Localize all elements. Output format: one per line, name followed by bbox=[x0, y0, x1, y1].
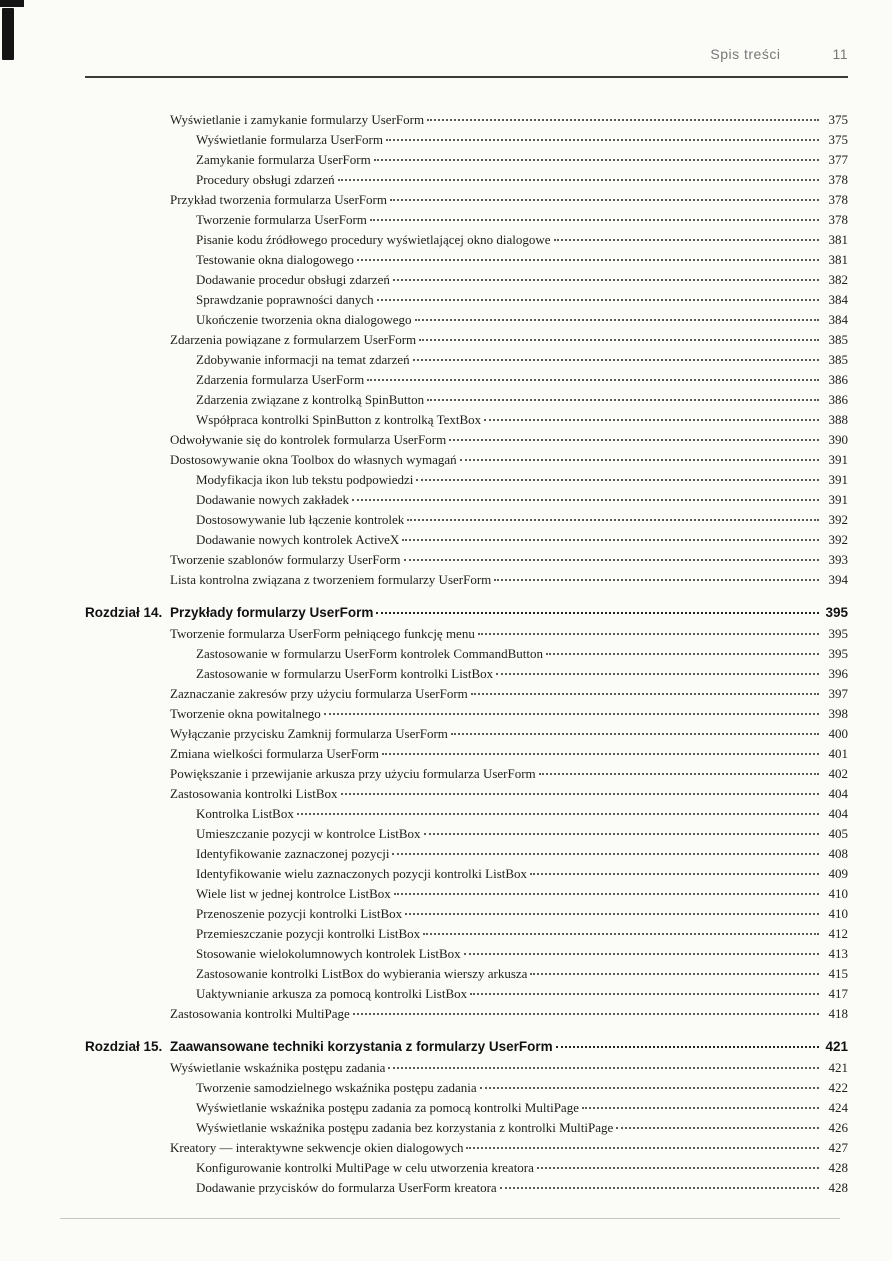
toc-page-number: 421 bbox=[825, 1039, 848, 1054]
dot-leader bbox=[451, 733, 819, 735]
dot-leader bbox=[556, 1046, 819, 1048]
dot-leader bbox=[582, 1107, 819, 1109]
dot-leader bbox=[376, 612, 819, 614]
toc-title: Zdobywanie informacji na temat zdarzeń bbox=[196, 352, 410, 367]
dot-leader bbox=[554, 239, 819, 241]
toc-page-number: 426 bbox=[828, 1120, 848, 1135]
toc-title: Dodawanie procedur obsługi zdarzeń bbox=[196, 272, 390, 287]
scan-artifact-left bbox=[2, 8, 14, 60]
toc-page-number: 384 bbox=[828, 312, 848, 327]
dot-leader bbox=[480, 1087, 819, 1089]
dot-leader bbox=[388, 1067, 819, 1069]
toc-entry-row bbox=[170, 230, 848, 250]
toc-entry-row bbox=[170, 450, 848, 470]
toc-entry-row bbox=[170, 644, 848, 664]
toc-page-number: 384 bbox=[828, 292, 848, 307]
toc-title: Dostosowywanie lub łączenie kontrolek bbox=[196, 512, 405, 527]
toc-page-number: 378 bbox=[828, 172, 848, 187]
toc-page-number: 400 bbox=[828, 726, 848, 741]
toc-page-number: 428 bbox=[828, 1180, 848, 1195]
dot-leader bbox=[386, 139, 819, 141]
toc-entry-row bbox=[170, 764, 848, 784]
dot-leader bbox=[382, 753, 819, 755]
toc-page-number: 394 bbox=[828, 572, 848, 587]
toc-entry-row bbox=[170, 270, 848, 290]
toc-title: Wyświetlanie formularza UserForm bbox=[196, 132, 383, 147]
toc-page-number: 401 bbox=[828, 746, 848, 761]
dot-leader bbox=[427, 399, 819, 401]
toc-chapter-row bbox=[85, 1036, 848, 1058]
toc-title: Uaktywnianie arkusza za pomocą kontrolki ListBox bbox=[196, 986, 468, 1001]
toc-entry-row bbox=[170, 190, 848, 210]
toc-title: Zamykanie formularza UserForm bbox=[196, 152, 371, 167]
toc-page-number: 395 bbox=[828, 646, 848, 661]
dot-leader bbox=[466, 1147, 819, 1149]
toc-page-number: 395 bbox=[828, 626, 848, 641]
header-page-number: 11 bbox=[832, 46, 848, 62]
toc-entry-row bbox=[170, 490, 848, 510]
toc-entry-row bbox=[170, 350, 848, 370]
dot-leader bbox=[546, 653, 819, 655]
dot-leader bbox=[390, 199, 819, 201]
toc-title: Konfigurowanie kontrolki MultiPage w celu utworzenia kreatora bbox=[196, 1160, 534, 1175]
toc-page-number: 413 bbox=[828, 946, 848, 961]
toc-page-number: 378 bbox=[828, 212, 848, 227]
dot-leader bbox=[537, 1167, 819, 1169]
toc-entry-row bbox=[170, 410, 848, 430]
toc-entry-row bbox=[170, 550, 848, 570]
toc-title: Wiele list w jednej kontrolce ListBox bbox=[196, 886, 391, 901]
dot-leader bbox=[357, 259, 819, 261]
toc-entry-row bbox=[170, 904, 848, 924]
toc-page-number: 392 bbox=[828, 512, 848, 527]
toc-entry-row bbox=[170, 530, 848, 550]
toc-page-number: 393 bbox=[828, 552, 848, 567]
dot-leader bbox=[500, 1187, 819, 1189]
dot-leader bbox=[405, 913, 819, 915]
dot-leader bbox=[353, 1013, 819, 1015]
toc-page-number: 377 bbox=[828, 152, 848, 167]
toc-page-number: 375 bbox=[828, 132, 848, 147]
toc-entry-row bbox=[170, 430, 848, 450]
toc-entry-row bbox=[170, 704, 848, 724]
toc-entry-row bbox=[170, 984, 848, 1004]
toc-title: Przenoszenie pozycji kontrolki ListBox bbox=[196, 906, 403, 921]
toc-entry-row bbox=[170, 170, 848, 190]
dot-leader bbox=[393, 279, 819, 281]
toc-title: Tworzenie szablonów formularzy UserForm bbox=[170, 552, 401, 567]
toc-entry-row bbox=[170, 944, 848, 964]
toc-entry-row bbox=[170, 1158, 848, 1178]
toc-title: Zastosowania kontrolki MultiPage bbox=[170, 1006, 350, 1021]
toc-entry-row bbox=[170, 510, 848, 530]
dot-leader bbox=[352, 499, 819, 501]
toc-entry-row bbox=[170, 390, 848, 410]
toc-entry-row bbox=[170, 330, 848, 350]
toc-title: Lista kontrolna związana z tworzeniem formularzy UserForm bbox=[170, 572, 492, 587]
dot-leader bbox=[530, 873, 819, 875]
toc-page-number: 415 bbox=[828, 966, 848, 981]
toc-title: Procedury obsługi zdarzeń bbox=[196, 172, 335, 187]
dot-leader bbox=[402, 539, 819, 541]
toc-page-number: 381 bbox=[828, 252, 848, 267]
dot-leader bbox=[449, 439, 819, 441]
toc-page-number: 404 bbox=[828, 806, 848, 821]
toc-page-number: 404 bbox=[828, 786, 848, 801]
toc-entry-row bbox=[170, 1098, 848, 1118]
toc-title: Współpraca kontrolki SpinButton z kontrolką TextBox bbox=[196, 412, 482, 427]
toc-entry-row bbox=[170, 470, 848, 490]
toc-title: Ukończenie tworzenia okna dialogowego bbox=[196, 312, 412, 327]
toc-title: Kontrolka ListBox bbox=[196, 806, 294, 821]
toc-list bbox=[85, 110, 848, 1198]
toc-title: Dodawanie nowych zakładek bbox=[196, 492, 350, 507]
footer-rule bbox=[60, 1218, 840, 1219]
dot-leader bbox=[367, 379, 819, 381]
dot-leader bbox=[324, 713, 819, 715]
toc-entry-row bbox=[170, 744, 848, 764]
dot-leader bbox=[464, 953, 819, 955]
toc-chapter-row bbox=[85, 602, 848, 624]
toc-page-number: 412 bbox=[828, 926, 848, 941]
toc-entry-row bbox=[170, 924, 848, 944]
toc-entry-row bbox=[170, 1004, 848, 1024]
toc-page-number: 409 bbox=[828, 866, 848, 881]
toc-entry-row bbox=[170, 864, 848, 884]
toc-title: Zastosowanie w formularzu UserForm kontrolek CommandButton bbox=[196, 646, 543, 661]
header-rule bbox=[85, 76, 848, 78]
toc-page-number: 410 bbox=[828, 906, 848, 921]
toc-title: Tworzenie formularza UserForm bbox=[196, 212, 367, 227]
dot-leader bbox=[394, 893, 819, 895]
toc-page-number: 417 bbox=[828, 986, 848, 1001]
toc-title: Zastosowanie w formularzu UserForm kontrolki ListBox bbox=[196, 666, 494, 681]
dot-leader bbox=[416, 479, 819, 481]
dot-leader bbox=[484, 419, 819, 421]
toc-page-number: 386 bbox=[828, 392, 848, 407]
dot-leader bbox=[370, 219, 819, 221]
toc-page-number: 424 bbox=[828, 1100, 848, 1115]
toc-title: Umieszczanie pozycji w kontrolce ListBox bbox=[196, 826, 421, 841]
toc-title: Wyłączanie przycisku Zamknij formularza UserForm bbox=[170, 726, 448, 741]
chapter-number-label: Rozdział 15. bbox=[85, 1039, 163, 1054]
toc-title: Tworzenie samodzielnego wskaźnika postępu zadania bbox=[196, 1080, 477, 1095]
toc-entry-row bbox=[170, 824, 848, 844]
toc-title: Przykład tworzenia formularza UserForm bbox=[170, 192, 387, 207]
toc-page-number: 395 bbox=[825, 605, 848, 620]
toc-page-number: 375 bbox=[828, 112, 848, 127]
toc-page-number: 391 bbox=[828, 472, 848, 487]
toc-page-number: 418 bbox=[828, 1006, 848, 1021]
dot-leader bbox=[539, 773, 819, 775]
toc-title: Stosowanie wielokolumnowych kontrolek ListBox bbox=[196, 946, 461, 961]
dot-leader bbox=[471, 693, 819, 695]
dot-leader bbox=[424, 833, 819, 835]
toc-page-number: 410 bbox=[828, 886, 848, 901]
dot-leader bbox=[494, 579, 819, 581]
toc-entry-row bbox=[170, 884, 848, 904]
chapter-number-label: Rozdział 14. bbox=[85, 605, 163, 620]
toc-entry-row bbox=[170, 250, 848, 270]
toc-page-number: 408 bbox=[828, 846, 848, 861]
toc-title: Wyświetlanie wskaźnika postępu zadania bez korzystania z kontrolki MultiPage bbox=[196, 1120, 614, 1135]
dot-leader bbox=[392, 853, 819, 855]
toc-entry-row bbox=[170, 844, 848, 864]
toc-page-number: 378 bbox=[828, 192, 848, 207]
toc-title: Tworzenie formularza UserForm pełniącego funkcję menu bbox=[170, 626, 475, 641]
dot-leader bbox=[419, 339, 819, 341]
toc-title: Zaawansowane techniki korzystania z formularzy UserForm bbox=[170, 1039, 553, 1054]
dot-leader bbox=[404, 559, 820, 561]
toc-page-number: 392 bbox=[828, 532, 848, 547]
toc-entry-row bbox=[170, 624, 848, 644]
toc-title: Testowanie okna dialogowego bbox=[196, 252, 354, 267]
toc-title: Zdarzenia związane z kontrolką SpinButton bbox=[196, 392, 425, 407]
toc-page-number: 398 bbox=[828, 706, 848, 721]
dot-leader bbox=[423, 933, 819, 935]
toc-page-number: 396 bbox=[828, 666, 848, 681]
toc-entry-row bbox=[170, 724, 848, 744]
toc-title: Przykłady formularzy UserForm bbox=[170, 605, 374, 620]
toc-entry-row bbox=[170, 784, 848, 804]
toc-title: Identyfikowanie zaznaczonej pozycji bbox=[196, 846, 390, 861]
toc-page-number: 422 bbox=[828, 1080, 848, 1095]
toc-entry-row bbox=[170, 964, 848, 984]
dot-leader bbox=[415, 319, 819, 321]
toc-entry-row bbox=[170, 570, 848, 590]
dot-leader bbox=[297, 813, 819, 815]
dot-leader bbox=[413, 359, 819, 361]
toc-entry-row bbox=[170, 804, 848, 824]
toc-page-number: 428 bbox=[828, 1160, 848, 1175]
dot-leader bbox=[377, 299, 819, 301]
toc-page-number: 427 bbox=[828, 1140, 848, 1155]
toc-page-number: 405 bbox=[828, 826, 848, 841]
dot-leader bbox=[407, 519, 819, 521]
dot-leader bbox=[616, 1127, 819, 1129]
toc-entry-row bbox=[170, 1078, 848, 1098]
toc-title: Modyfikacja ikon lub tekstu podpowiedzi bbox=[196, 472, 414, 487]
toc-title: Wyświetlanie i zamykanie formularzy UserForm bbox=[170, 112, 425, 127]
toc-entry-row bbox=[170, 130, 848, 150]
dot-leader bbox=[341, 793, 819, 795]
toc-title: Dodawanie nowych kontrolek ActiveX bbox=[196, 532, 400, 547]
toc-entry-row bbox=[170, 1178, 848, 1198]
toc-page-number: 386 bbox=[828, 372, 848, 387]
toc-title: Zaznaczanie zakresów przy użyciu formularza UserForm bbox=[170, 686, 468, 701]
toc-entry-row bbox=[170, 210, 848, 230]
toc-entry-row bbox=[170, 290, 848, 310]
toc-page-number: 421 bbox=[828, 1060, 848, 1075]
toc-page-number: 391 bbox=[828, 452, 848, 467]
toc-title: Tworzenie okna powitalnego bbox=[170, 706, 321, 721]
dot-leader bbox=[478, 633, 819, 635]
toc-page-number: 385 bbox=[828, 352, 848, 367]
toc-entry-row bbox=[170, 150, 848, 170]
toc-page-number: 385 bbox=[828, 332, 848, 347]
dot-leader bbox=[470, 993, 819, 995]
toc-title: Sprawdzanie poprawności danych bbox=[196, 292, 374, 307]
toc-title: Wyświetlanie wskaźnika postępu zadania bbox=[170, 1060, 386, 1075]
toc-entry-row bbox=[170, 1058, 848, 1078]
toc-title: Zmiana wielkości formularza UserForm bbox=[170, 746, 380, 761]
toc-page-number: 382 bbox=[828, 272, 848, 287]
toc-title: Zastosowanie kontrolki ListBox do wybierania wierszy arkusza bbox=[196, 966, 528, 981]
toc-title: Dodawanie przycisków do formularza UserForm kreatora bbox=[196, 1180, 497, 1195]
toc-page-number: 390 bbox=[828, 432, 848, 447]
toc-entry-row bbox=[170, 370, 848, 390]
toc-title: Identyfikowanie wielu zaznaczonych pozycji kontrolki ListBox bbox=[196, 866, 528, 881]
scan-artifact-top bbox=[0, 0, 24, 7]
toc-entry-row bbox=[170, 1118, 848, 1138]
toc-title: Przemieszczanie pozycji kontrolki ListBox bbox=[196, 926, 421, 941]
toc-page-number: 397 bbox=[828, 686, 848, 701]
toc-page-number: 381 bbox=[828, 232, 848, 247]
toc-page-number: 402 bbox=[828, 766, 848, 781]
toc-title: Wyświetlanie wskaźnika postępu zadania za pomocą kontrolki MultiPage bbox=[196, 1100, 579, 1115]
dot-leader bbox=[427, 119, 819, 121]
dot-leader bbox=[460, 459, 819, 461]
toc-title: Pisanie kodu źródłowego procedury wyświetlającej okno dialogowe bbox=[196, 232, 551, 247]
dot-leader bbox=[338, 179, 819, 181]
toc-title: Odwoływanie się do kontrolek formularza UserForm bbox=[170, 432, 447, 447]
toc-page-number: 388 bbox=[828, 412, 848, 427]
toc-entry-row bbox=[170, 1138, 848, 1158]
toc-title: Zdarzenia powiązane z formularzem UserForm bbox=[170, 332, 417, 347]
toc-entry-row bbox=[170, 310, 848, 330]
toc-page-number: 391 bbox=[828, 492, 848, 507]
page-header bbox=[85, 46, 848, 62]
toc-title: Dostosowywanie okna Toolbox do własnych wymagań bbox=[170, 452, 457, 467]
dot-leader bbox=[496, 673, 819, 675]
toc-title: Zdarzenia formularza UserForm bbox=[196, 372, 365, 387]
dot-leader bbox=[530, 973, 819, 975]
header-title: Spis treści bbox=[710, 46, 781, 62]
toc-entry-row bbox=[170, 684, 848, 704]
toc-title: Zastosowania kontrolki ListBox bbox=[170, 786, 338, 801]
toc-title: Kreatory — interaktywne sekwencje okien dialogowych bbox=[170, 1140, 464, 1155]
toc-entry-row bbox=[170, 110, 848, 130]
toc-entry-row bbox=[170, 664, 848, 684]
dot-leader bbox=[374, 159, 819, 161]
toc-title: Powiększanie i przewijanie arkusza przy użyciu formularza UserForm bbox=[170, 766, 536, 781]
